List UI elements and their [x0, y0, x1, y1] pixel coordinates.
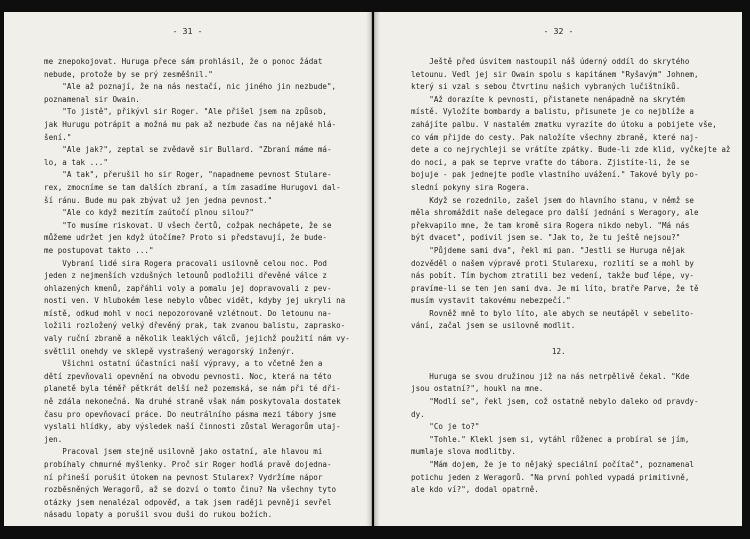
- text-line: rozběsněných Weragorů, až se dozví o tomto činu? Na všechny tyto: [44, 485, 337, 495]
- text-line: ní přineší porušit útokem na pevnost Stularex? Vydržíme nápor: [44, 472, 323, 482]
- text-line: nás pobít. Tím bychom ztratili bez vedení, takže buď lépe, vy-: [411, 271, 694, 281]
- text-line: Huruga se svou družinou již na nás netrpělivě čekal. "Kde: [411, 371, 690, 381]
- text-line: "Modlí se", řekl jsem, což ostatně nebylo daleko od pravdy-: [411, 397, 699, 407]
- left-page-text: [44, 56, 350, 522]
- text-line: "Ale až poznají, že na nás nestačí, nic jiného jin nezbude",: [44, 82, 337, 92]
- text-line: ší ránu. Bude mu pak zbývat už jen jedna pevnost.": [44, 195, 273, 205]
- text-line: co vám přijde do cesty. Pak naložíte všechny zbraně, které naj-: [411, 132, 699, 142]
- text-line: světlil onehdy ve sklepě vystrašený weragorský inženýr.: [44, 346, 295, 356]
- text-line: "Půjdeme sami dva", řekl mi pan. "Jestli se Huruga nějak: [411, 245, 685, 255]
- text-line: šení.": [44, 132, 72, 142]
- text-line: do noci, a pak se teprve vraťte do tábora. Zjistíte-li, že se: [411, 157, 690, 167]
- text-line: "Ale jak?", zeptal se zvědavě sir Bullard. "Zbraní máme má-: [44, 145, 332, 155]
- text-line: zahájíte palbu. V nastalém zmatku vyrazíte do útoku a pobijete vše,: [411, 119, 717, 129]
- text-line: dozvěděl o našem výpravě proti Stularexu, rozlití se a mohl by: [411, 258, 694, 268]
- text-line: valy ruční zbraně a několik leaklých válců, jejichž použití nám vy-: [44, 334, 350, 344]
- text-line: ohlazených kmenů, zapřáhli voly a pomalu jej dopravovali z pev-: [44, 283, 332, 293]
- text-line: vání, začal jsem se usilovně modlit.: [411, 321, 576, 331]
- text-line: mumlaje slova modlitby.: [411, 447, 516, 457]
- text-line: "Ale co když mezitím zaútočí plnou silou?": [44, 208, 254, 218]
- text-line: jsou ostatní?", houkl na mne.: [411, 384, 544, 394]
- page-number-left: - 31 -: [172, 26, 203, 36]
- text-line: [411, 358, 730, 371]
- text-line: jak Hurugu potrápit a možná mu pak až nezbude čas na nějaké hlá-: [44, 119, 337, 129]
- text-line: potichu jeden z Weragorů. "Na první pohled vypadá primitivně,: [411, 472, 690, 482]
- text-line: Všichni ostatní účastníci naší výpravy, a to včetně žen a: [44, 359, 323, 369]
- text-line: ně zdála nekonečná. Na druhé straně však nám poskytovala dostatek: [44, 397, 341, 407]
- text-line: "Co je to?": [411, 422, 480, 432]
- text-line: násadu lopaty a porušil svou duši do rukou božích.: [44, 510, 273, 520]
- text-line: Rovněž mně to bylo líto, ale abych se neutápěl v sebelito-: [411, 308, 694, 318]
- text-line: místě, odkud mohl v noci nepozorovaně vzlétnout. Do letounu na-: [44, 308, 332, 318]
- text-line: jeden z nejmenších vzdušných letounů podložili dřevěné válce z: [44, 271, 327, 281]
- text-line: nebude, protože by se prý zesměšnil.": [44, 69, 213, 79]
- text-line: Ještě před úsvitem nastoupil náš úderný oddíl do skrytého: [411, 57, 690, 66]
- chapter-heading: 12.: [551, 346, 566, 356]
- text-line: můžeme udržet jen když útočíme? Proto si představují, že bude-: [44, 233, 327, 243]
- text-line: pravíme-li se ten jen sami dva. Je mi líto, bratře Parve, že tě: [411, 283, 699, 293]
- text-line: lo, a tak ...": [44, 157, 108, 167]
- text-line: Pracoval jsem stejně usilovně jako ostatní, ale hlavou mi: [44, 447, 323, 457]
- text-line: dete a co nejrychleji se vrátíte zpátky. Bude-li zde klid, vyčkejte až: [411, 145, 731, 155]
- text-line: otázky jsem nenalézal odpověď, a tak jsem raději pevněji sevřel: [44, 497, 332, 507]
- text-line: vyslali hlídky, aby výsledek naší činnosti zůstal Weragorům utaj-: [44, 422, 341, 432]
- text-line: Když se rozednilo, zašel jsem do hlavního stanu, v němž se: [411, 195, 694, 205]
- text-line: místě. Vyložíte bombardy a balistu, přisunete je co nejblíže a: [411, 107, 694, 117]
- page-number-right: - 32 -: [543, 26, 574, 36]
- text-line: slední pokyny sira Rogera.: [411, 182, 530, 192]
- text-line: probíhaly chmurné myšlenky. Proč sir Roger hodlá pravě dojedna-: [44, 460, 332, 469]
- text-line: dětí zpevňovali opevnění na obvodu pevnosti. Noc, která na této: [44, 371, 332, 381]
- text-line: "A tak", přerušil ho sir Roger, "napadneme pevnost Stulare-: [44, 170, 332, 180]
- text-line: "To musíme riskovat. U všech čertů, cožpak nechápete, že se: [44, 220, 332, 230]
- text-line: me znepokojovat. Huruga přece sám prohlásil, že o ponoc žádat: [44, 57, 323, 66]
- text-line: nosti ven. V hlubokém lese nebylo vůbec vidět, kdyby jej ukryli na: [44, 296, 346, 306]
- text-line: me postupovat takto ...": [44, 245, 154, 255]
- text-line: ale kdo ví?", dodal opatrně.: [411, 485, 539, 495]
- text-line: Vybraní lidé sira Rogera pracovali usilovně celou noc. Pod: [44, 258, 327, 268]
- text-line: "Tohle." Klekl jsem si, vytáhl růženec a probíral se jím,: [411, 434, 690, 444]
- text-line: bojuje - pak jednejte podle vlastního uvážení." Takové byly po-: [411, 170, 699, 180]
- text-line: který si vzal s sebou čtvrtinu našich vybraných lučištníků.: [411, 82, 681, 92]
- text-line: musím vystavit takovému nebezpečí.": [411, 296, 571, 306]
- text-line: být dvacet", podivil jsem se. "Jak to, že tu ještě nejsou?": [411, 233, 681, 243]
- left-page: [4, 12, 372, 526]
- text-line: rex, zmocníme se tam dalších zbraní, a tím zasadíme Hurugovi dal-: [44, 182, 341, 192]
- text-line: dy.: [411, 409, 425, 419]
- text-line: ložili rozložený velký dřevěný prak, tak zvanou balistu, zaprasko-: [44, 321, 346, 331]
- text-line: poznamenal sir Owain.: [44, 94, 140, 104]
- text-line: překvapilo mne, že tam kromě sira Rogera nikdo nebyl. "Má nás: [411, 220, 690, 230]
- text-line: "Mám dojem, že je to nějaký speciální počítač", poznamenal: [411, 460, 694, 469]
- text-line: "Až dorazíte k pevnosti, přistanete nenápadně na skrytém: [411, 94, 685, 104]
- text-line: měla shromáždit naše delegace pro další jednání s Weragory, ale: [411, 208, 699, 218]
- text-line: jen.: [44, 434, 63, 444]
- text-line: letounu. Vedl jej sir Owain spolu s kapitánem "Ryšavým" Johnem,: [411, 69, 699, 79]
- text-line: [411, 333, 730, 346]
- right-page-text: [411, 56, 730, 497]
- text-line: času pro opevňovací práce. Do neutrálního pásma mezi tábory jsme: [44, 409, 337, 419]
- text-line: planetě byla téměř pětkrát delší než pozemská, se nám při té dři-: [44, 384, 341, 394]
- right-page: [374, 12, 742, 526]
- text-line: "To jistě", přikývl sir Roger. "Ale přišel jsem na způsob,: [44, 107, 327, 117]
